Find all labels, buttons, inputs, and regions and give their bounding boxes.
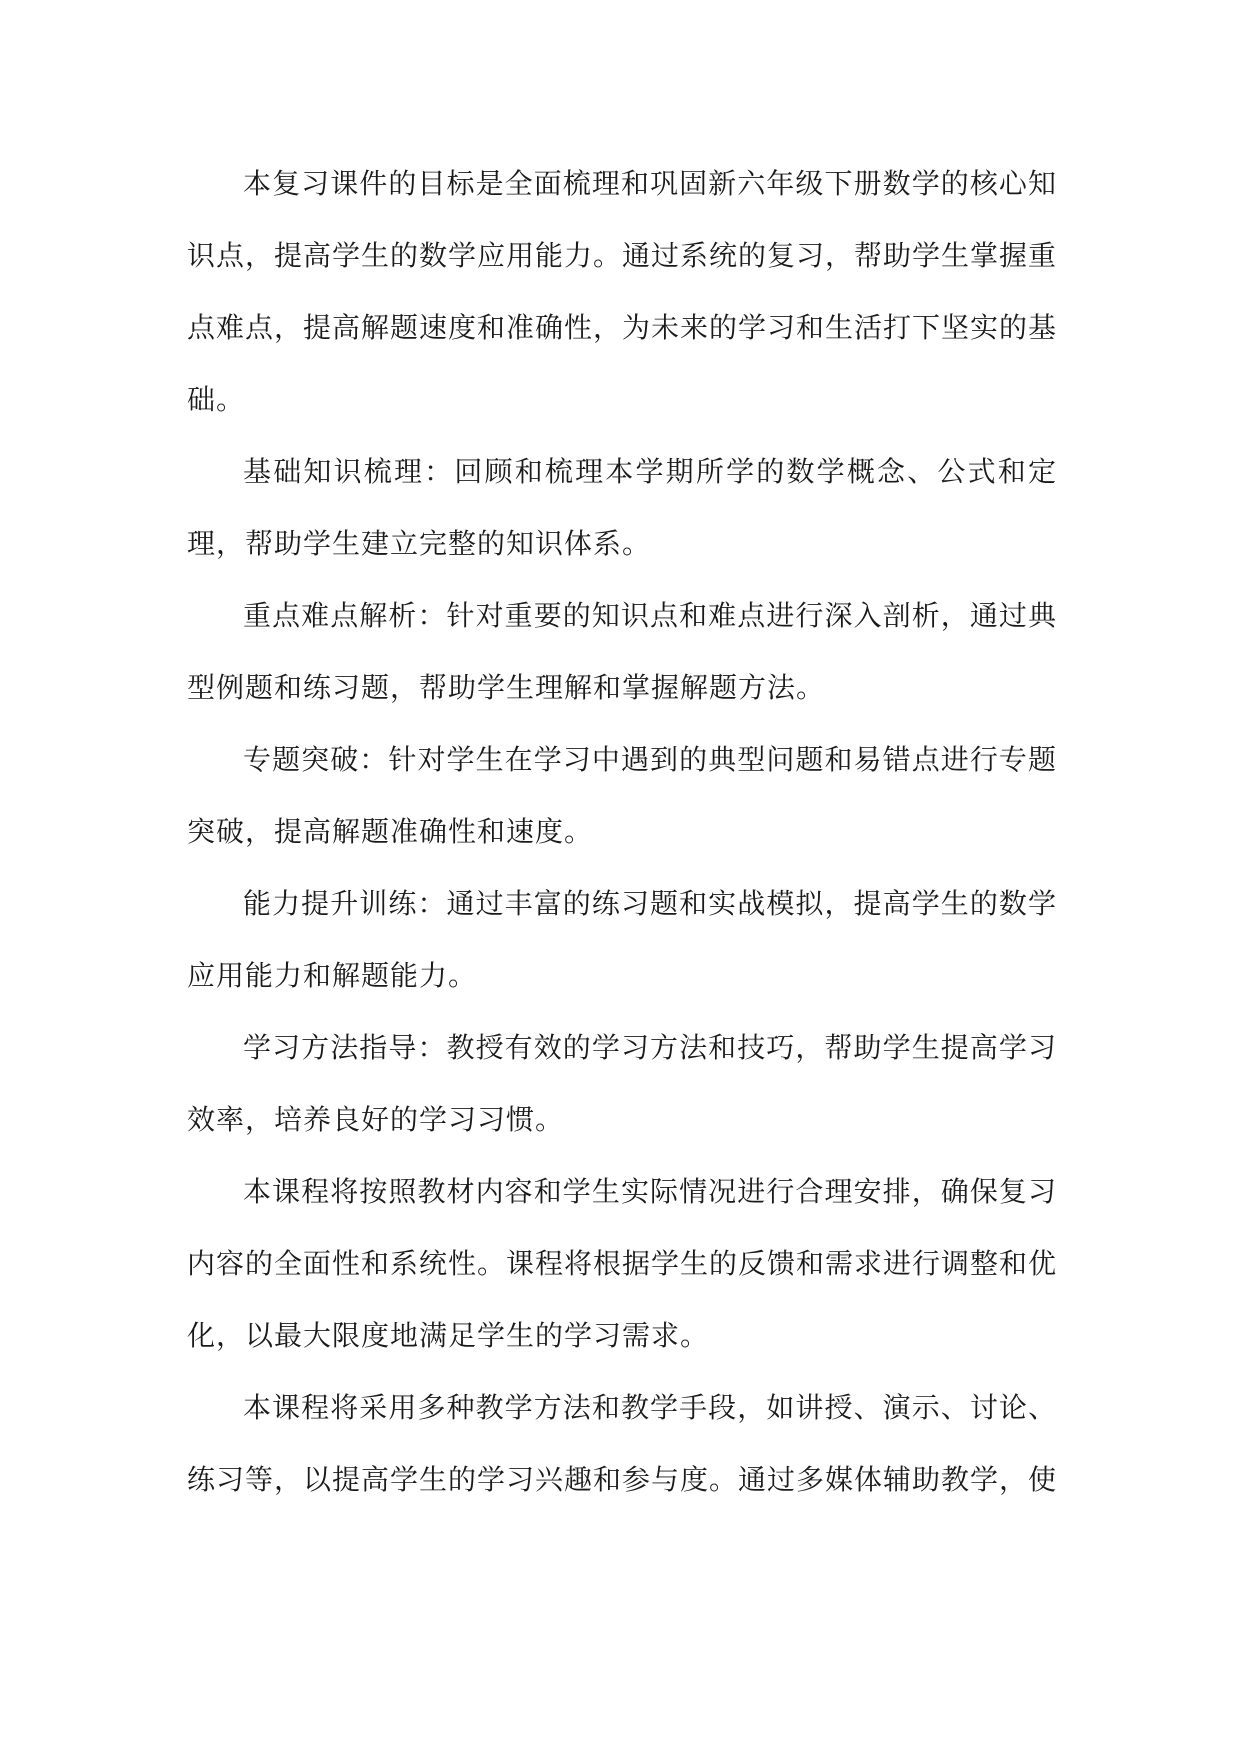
paragraph-goal: 本复习课件的目标是全面梳理和巩固新六年级下册数学的核心知识点，提高学生的数学应用能力。通过系统的复习，帮助学生掌握重点难点，提高解题速度和准确性，为未来的学习和生活打下坚实的基础。 [187,167,1058,416]
paragraph-basic-knowledge: 基础知识梳理：回顾和梳理本学期所学的数学概念、公式和定理，帮助学生建立完整的知识体系。 [187,455,1057,560]
paragraph-ability-training: 能力提升训练：通过丰富的练习题和实战模拟，提高学生的数学应用能力和解题能力。 [187,887,1057,992]
paragraph-topic-breakthrough: 专题突破：针对学生在学习中遇到的典型问题和易错点进行专题突破，提高解题准确性和速度。 [187,743,1057,848]
paragraph-key-difficulties: 重点难点解析：针对重要的知识点和难点进行深入剖析，通过典型例题和练习题，帮助学生理解和掌握解题方法。 [187,599,1057,704]
paragraph-teaching-methods: 本课程将采用多种教学方法和教学手段，如讲授、演示、讨论、练习等，以提高学生的学习兴趣和参与度。通过多媒体辅助教学，使 [187,1391,1058,1496]
document-body [187,148,1057,1516]
paragraph-course-arrangement: 本课程将按照教材内容和学生实际情况进行合理安排，确保复习内容的全面性和系统性。课程将根据学生的反馈和需求进行调整和优化，以最大限度地满足学生的学习需求。 [187,1175,1058,1352]
paragraph-study-methods: 学习方法指导：教授有效的学习方法和技巧，帮助学生提高学习效率，培养良好的学习习惯。 [187,1031,1057,1136]
